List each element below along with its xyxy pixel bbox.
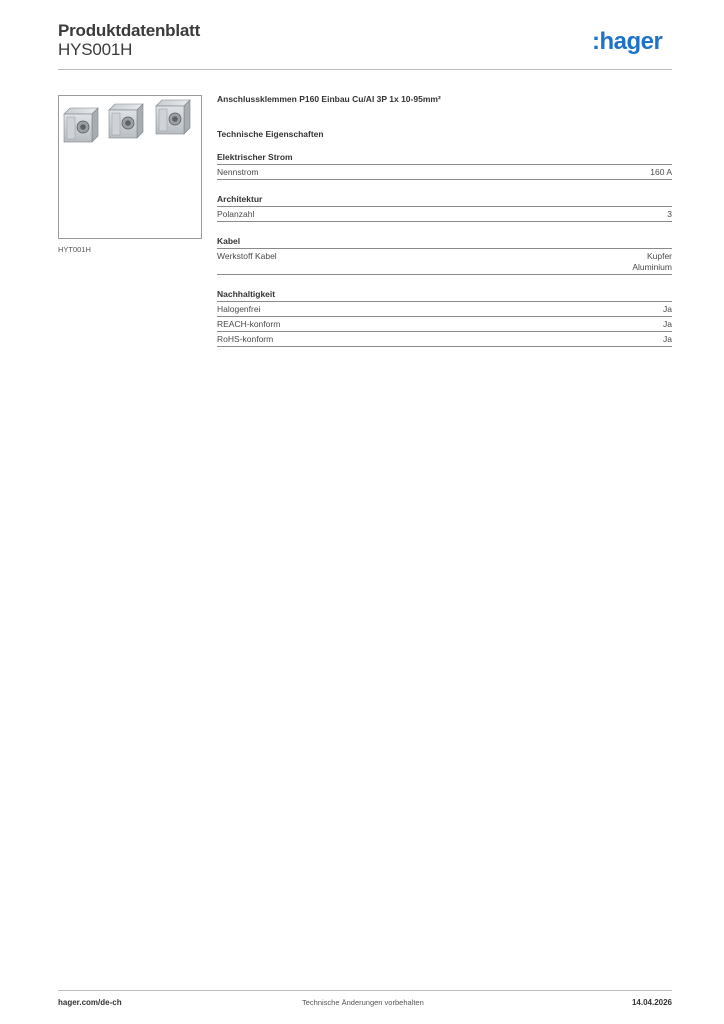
spec-row xyxy=(217,207,672,222)
group-heading: Elektrischer Strom xyxy=(217,152,672,165)
footer-website-link[interactable]: hager.com/de-ch xyxy=(58,998,122,1007)
product-title: Anschlussklemmen P160 Einbau Cu/Al 3P 1x 10-95mm² xyxy=(217,94,441,104)
terminal-clamps-illustration xyxy=(59,96,201,238)
product-image xyxy=(58,95,202,239)
hager-logo xyxy=(592,27,674,57)
group-heading: Kabel xyxy=(217,236,672,249)
spec-value: Ja xyxy=(663,319,672,329)
header-divider xyxy=(58,69,672,70)
clamp-2 xyxy=(109,104,143,138)
footer-divider xyxy=(58,990,672,991)
spec-label: Polanzahl xyxy=(217,209,255,219)
spec-value: Ja xyxy=(663,304,672,314)
svg-text::hager: :hager xyxy=(592,28,663,55)
spec-value: Ja xyxy=(663,334,672,344)
group-architektur xyxy=(217,194,672,222)
spec-value: 160 A xyxy=(650,167,672,177)
spec-label: REACH-konform xyxy=(217,319,281,329)
spec-value: Aluminium xyxy=(632,262,672,272)
spec-value: 3 xyxy=(667,209,672,219)
product-code: HYS001H xyxy=(58,40,133,59)
group-heading: Nachhaltigkeit xyxy=(217,289,672,302)
spec-content xyxy=(217,94,672,347)
spec-row xyxy=(217,317,672,332)
spec-row xyxy=(217,249,672,275)
footer-disclaimer: Technische Änderungen vorbehalten xyxy=(302,998,424,1007)
spec-row xyxy=(217,332,672,347)
spec-row xyxy=(217,165,672,180)
page-title: Produktdatenblatt xyxy=(58,21,201,40)
spec-label: RoHS-konform xyxy=(217,334,274,344)
group-nachhaltigkeit xyxy=(217,289,672,347)
clamp-1 xyxy=(64,108,98,142)
footer-date: 14.04.2026 xyxy=(631,998,672,1007)
section-heading: Technische Eigenschaften xyxy=(217,129,324,139)
spec-label: Werkstoff Kabel xyxy=(217,251,277,261)
spec-label: Nennstrom xyxy=(217,167,259,177)
group-kabel xyxy=(217,236,672,275)
spec-row xyxy=(217,302,672,317)
spec-label: Halogenfrei xyxy=(217,304,261,314)
group-elektrischer-strom xyxy=(217,152,672,180)
group-heading: Architektur xyxy=(217,194,672,207)
clamp-3 xyxy=(156,100,190,134)
spec-value: Kupfer xyxy=(646,251,672,261)
spec-value-multi xyxy=(632,251,672,273)
image-caption: HYT001H xyxy=(58,245,91,254)
